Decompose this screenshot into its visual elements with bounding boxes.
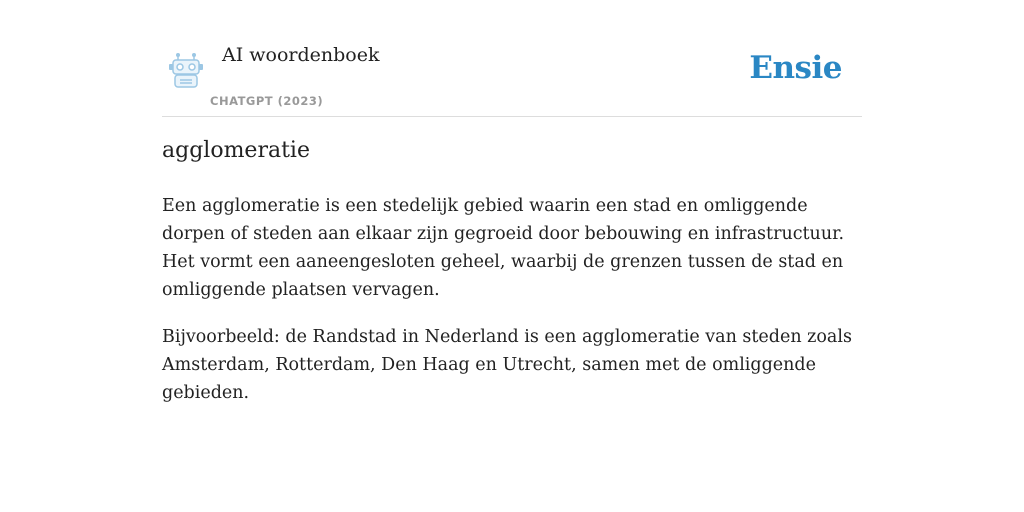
definition-text: Een agglomeratie is een stedelijk gebied waarin een stad en omliggende dorpen of steden aan elkaar zijn gegroeid door bebouwing en infrastructuur. Het vormt een aaneengesloten geheel, waarbij de grenzen tussen de stad en omliggende plaatsen vervagen. xyxy=(162,196,845,300)
example-text: Bijvoorbeeld: de Randstad in Nederland is een agglomeratie van steden zoals Amsterdam, Rotterdam, Den Haag en Utrecht, samen met de omliggende gebieden. xyxy=(162,327,852,403)
robot-icon xyxy=(166,52,206,90)
brand-logo[interactable]: Ensie xyxy=(749,50,842,86)
term-heading: agglomeratie xyxy=(162,138,310,163)
content-container xyxy=(162,0,862,403)
source-label: CHATGPT (2023) xyxy=(210,94,324,108)
site-title[interactable]: AI woordenboek xyxy=(222,44,380,66)
header xyxy=(162,0,862,117)
